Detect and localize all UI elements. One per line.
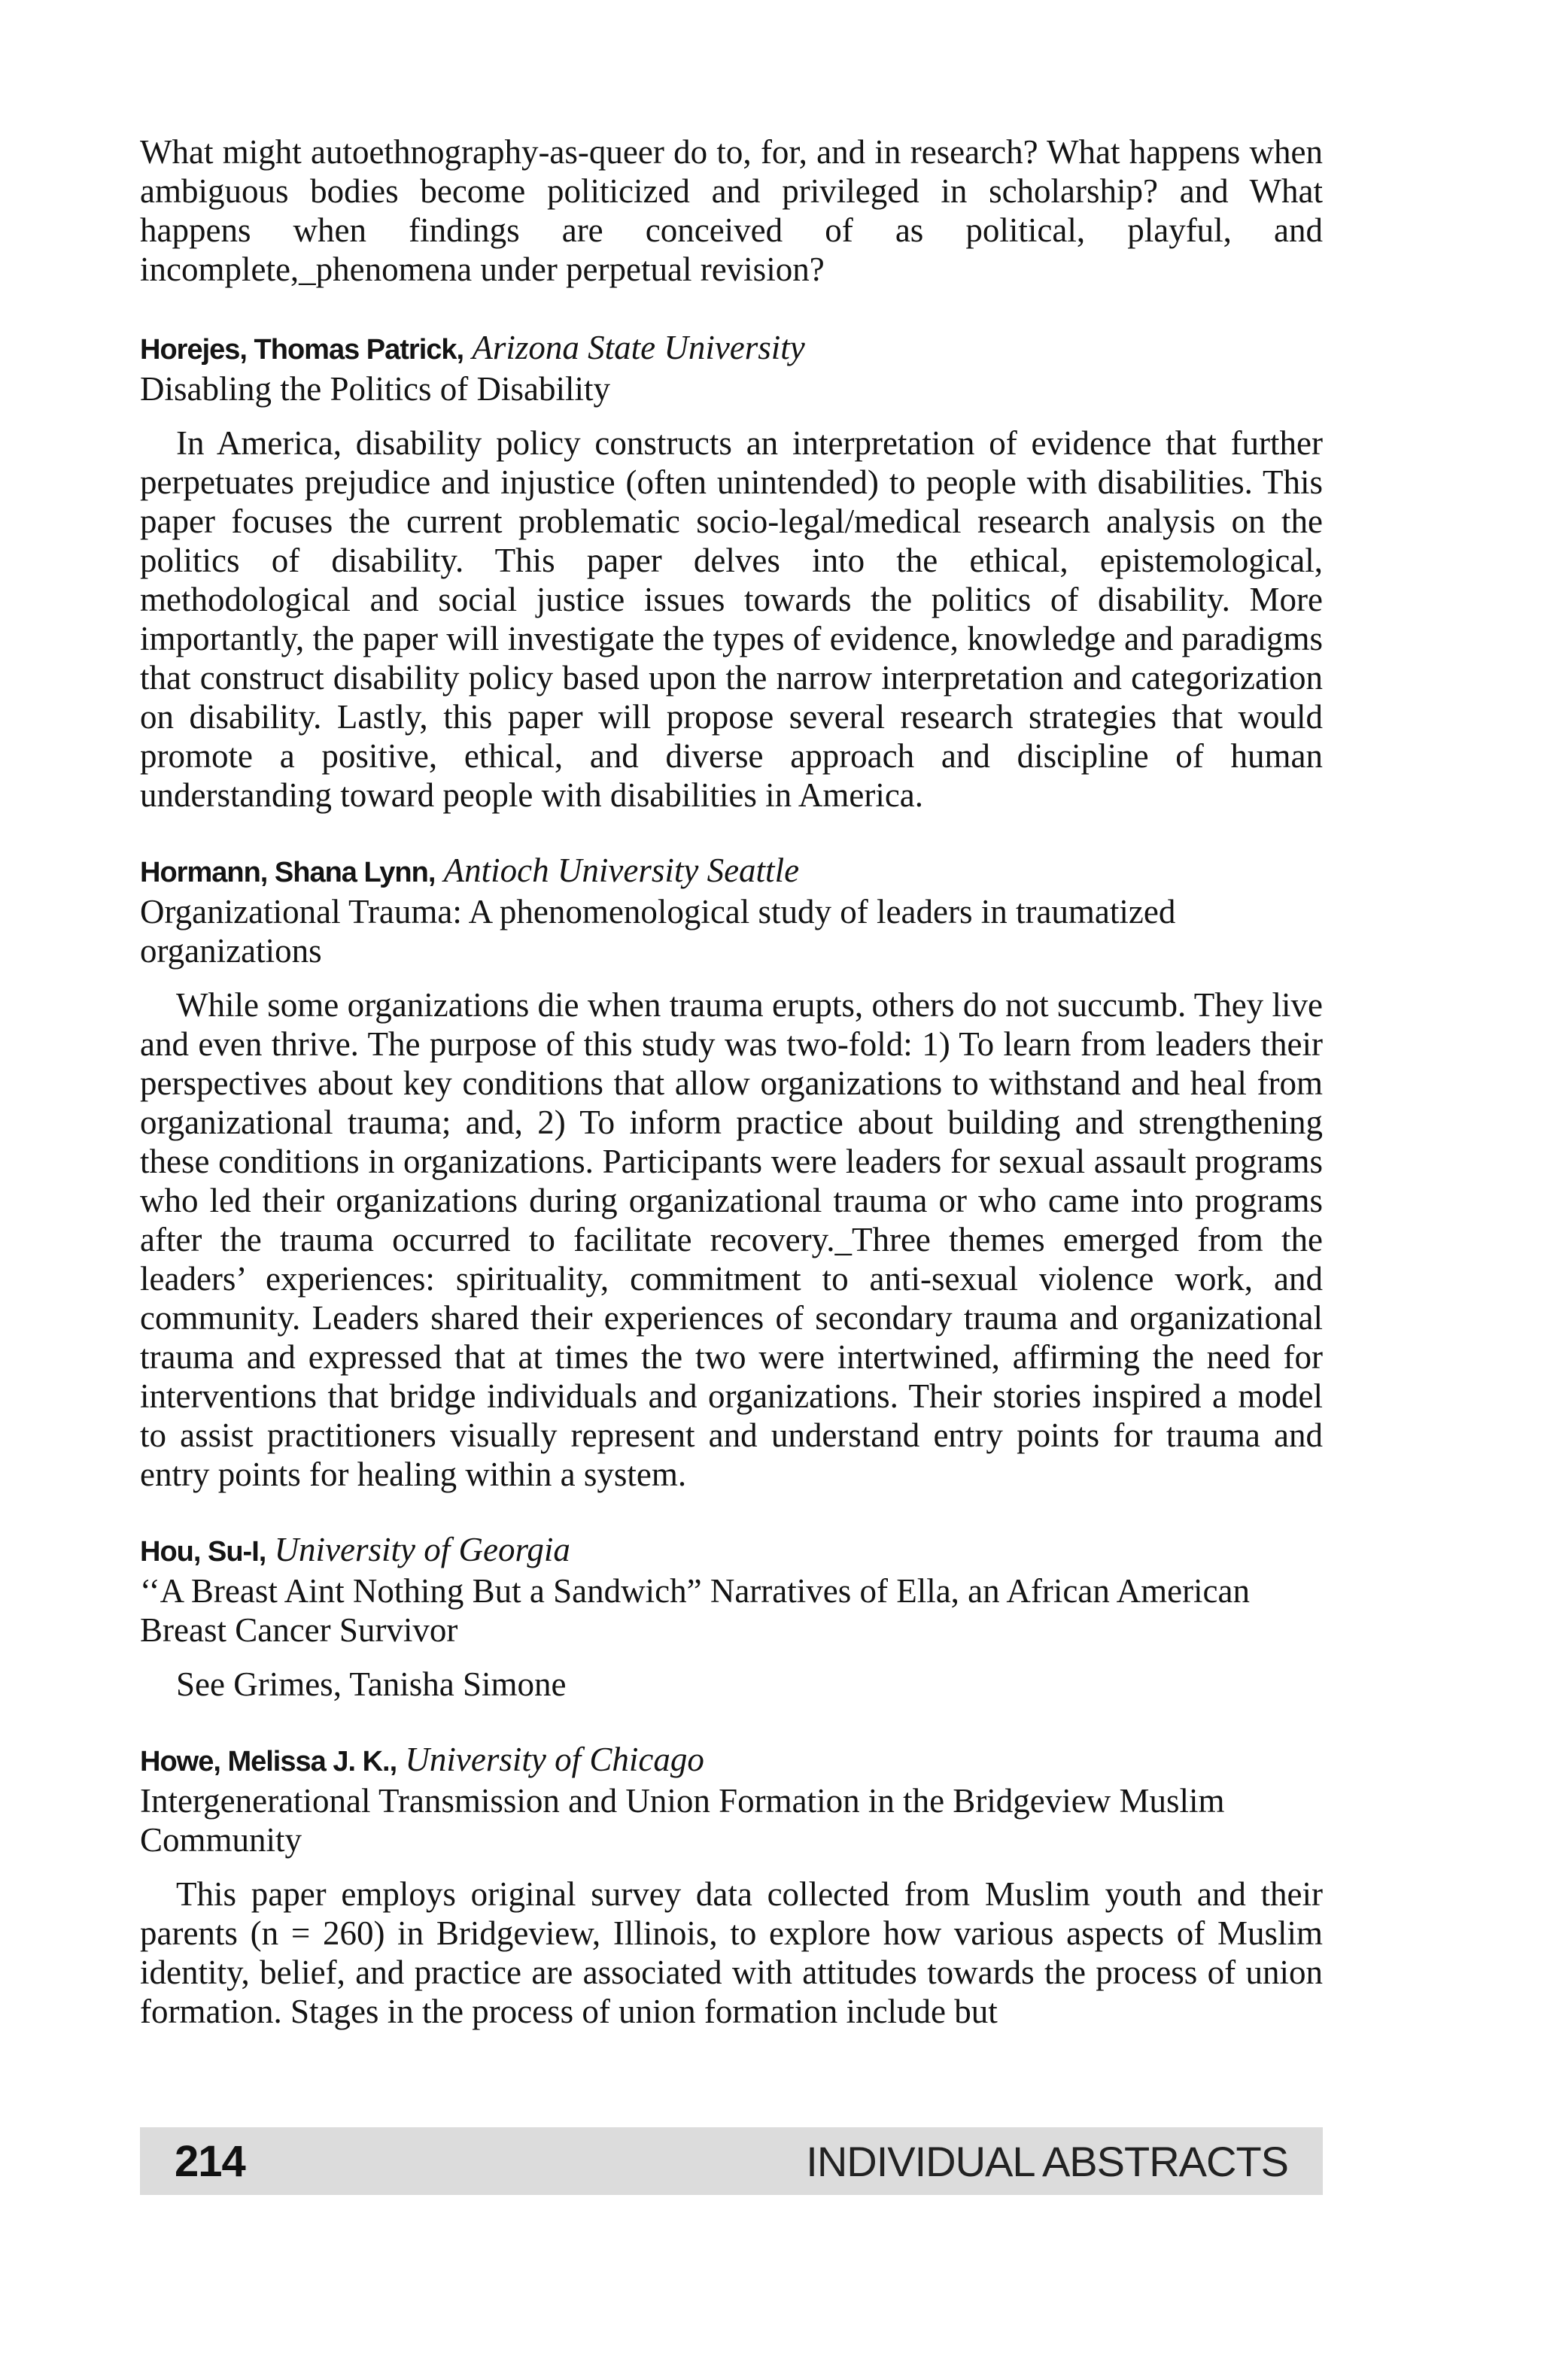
affiliation: University of Georgia — [274, 1531, 570, 1568]
entry-heading — [140, 1530, 1323, 1571]
cross-reference-text: See Grimes, Tanisha Simone — [176, 1665, 567, 1703]
abstract-entry-howe — [140, 1740, 1323, 2031]
abstract-entry-hou — [140, 1530, 1323, 1704]
affiliation: Antioch University Seattle — [443, 852, 800, 889]
paper-title: Disabling the Politics of Disability — [140, 370, 610, 408]
entry-heading — [140, 1740, 1323, 1781]
section-name: INDIVIDUAL ABSTRACTS — [806, 2137, 1288, 2185]
entry-heading — [140, 328, 1323, 369]
abstract-entry-horejes — [140, 328, 1323, 815]
paper-title: Intergenerational Transmission and Union Formation in the Bridgeview Muslim Community — [140, 1782, 1225, 1859]
paper-title: ‘‘A Breast Aint Nothing But a Sandwich” Narratives of Ella, an African American Breast Cancer Survivor — [140, 1572, 1251, 1649]
affiliation: University of Chicago — [405, 1741, 704, 1778]
author-name: Hormann, Shana Lynn, — [140, 857, 436, 888]
page-body — [140, 132, 1323, 2067]
page-footer — [140, 2127, 1323, 2195]
abstract-text: While some organizations die when trauma erupts, others do not succumb. They live and even thrive. The purpose of this study was two-fold: 1) To learn from leaders their perspectives about key conditions that allow organizations to withstand and heal from organizational trauma; and, 2) To inform practice about building and strengthening these conditions in organizations. Participants were leaders for sexual assault programs who led their organizations during organizational trauma or who came into programs after the trauma occurred to facilitate recovery._Three themes emerged from the leaders’ experiences: spirituality, commitment to anti-sexual violence work, and community. Leaders shared their experiences of secondary trauma and organizational trauma and expressed that at times the two were intertwined, affirming the need for interventions that bridge individuals and organizations. Their stories inspired a model to assist practitioners visually represent and understand entry points for trauma and entry points for healing within a system. — [140, 986, 1323, 1493]
author-name: Horejes, Thomas Patrick, — [140, 334, 464, 366]
paper-title: Organizational Trauma: A phenomenological study of leaders in traumatized organizations — [140, 893, 1176, 970]
entry-heading — [140, 851, 1323, 892]
author-name: Howe, Melissa J. K., — [140, 1746, 397, 1777]
abstract-entry-hormann — [140, 851, 1323, 1494]
abstract-text: This paper employs original survey data collected from Muslim youth and their parents (n = 260) in Bridgeview, Illinois, to explore how various aspects of Muslim identity, belief, and practice are associated with attitudes towards the process of union formation. Stages in the process of union formation include but — [140, 1875, 1323, 2030]
author-name: Hou, Su-I, — [140, 1536, 266, 1568]
page-number: 214 — [175, 2136, 245, 2186]
affiliation: Arizona State University — [472, 329, 805, 366]
abstract-text: In America, disability policy constructs an interpretation of evidence that further perpetuates prejudice and injustice (often unintended) to people with disabilities. This paper focuses the current problematic socio-legal/medical research analysis on the politics of disability. This paper delves into the ethical, epistemological, methodological and social justice issues towards the politics of disability. More importantly, the paper will investigate the types of evidence, knowledge and paradigms that construct disability policy based upon the narrow interpretation and categorization on disability. Lastly, this paper will propose several research strategies that would promote a positive, ethical, and diverse approach and discipline of human understanding toward people with disabilities in America. — [140, 424, 1323, 814]
continued-paragraph: What might autoethnography-as-queer do to, for, and in research? What happens when ambiguous bodies become politicized and privileged in scholarship? and What happens when findings are conceived of as political, playful, and incomplete,_phenomena under perpetual revision? — [140, 133, 1323, 288]
